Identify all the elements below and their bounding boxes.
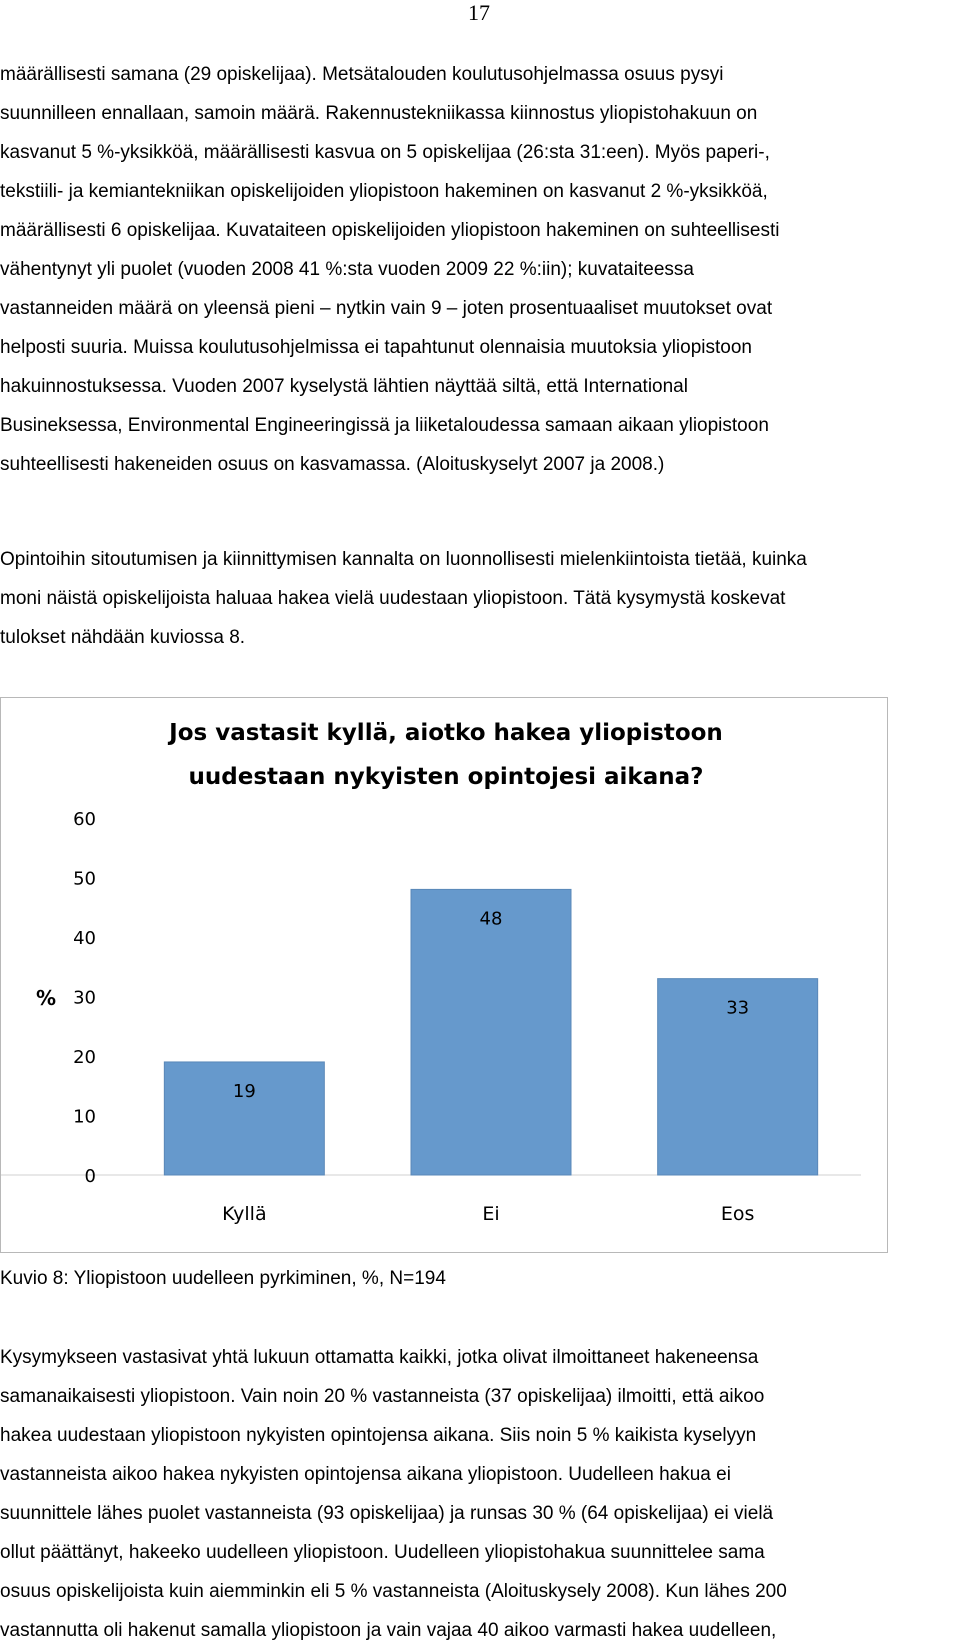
y-tick-label: 30 <box>73 987 96 1009</box>
text-line: suhteellisesti hakeneiden osuus on kasvamassa. (Aloituskyselyt 2007 ja 2008.) <box>0 454 665 475</box>
y-tick-label: 20 <box>73 1047 96 1068</box>
y-axis-label: % <box>35 986 57 1010</box>
page-number: 17 <box>468 0 490 25</box>
text-line: Kysymykseen vastasivat yhtä lukuun ottamatta kaikki, jotka olivat ilmoittaneet hakeneensa <box>0 1347 759 1368</box>
category-label: Eos <box>720 1203 755 1225</box>
category-label: Ei <box>482 1203 500 1225</box>
data-label: 48 <box>479 908 503 930</box>
y-tick-label: 0 <box>84 1166 96 1187</box>
text-line: Opintoihin sitoutumisen ja kiinnittymisen kannalta on luonnollisesti mielenkiintoista tietää, kuinka <box>0 549 807 570</box>
figure-caption: Kuvio 8: Yliopistoon uudelleen pyrkiminen, %, N=194 <box>0 1268 446 1289</box>
text-line: Busineksessa, Environmental Engineeringissä ja liiketaloudessa samaan aikaan yliopistoon <box>0 415 769 436</box>
body-paragraph-1 <box>0 55 960 484</box>
chart-title-line-1: Jos vastasit kyllä, aiotko hakea yliopistoon <box>169 720 723 746</box>
y-tick-label: 50 <box>73 868 96 890</box>
text-line: suunnilleen ennallaan, samoin määrä. Rakennustekniikassa kiinnostus yliopistohakuun on <box>0 103 758 124</box>
text-line: määrällisesti samana (29 opiskelijaa). Metsätalouden koulutusohjelmassa osuus pysyi <box>0 64 724 85</box>
text-line: ollut päättänyt, hakeeko uudelleen yliopistoon. Uudelleen yliopistohakua suunnittelee sama <box>0 1542 765 1563</box>
bar-ei <box>411 889 571 1175</box>
text-line: vähentynyt yli puolet (vuoden 2008 41 %:sta vuoden 2009 22 %:iin); kuvataiteessa <box>0 259 694 280</box>
text-line: vastanneista aikoo hakea nykyisten opintojensa aikana yliopistoon. Uudelleen hakua ei <box>0 1464 731 1485</box>
text-line: hakuinnostuksessa. Vuoden 2007 kyselystä lähtien näyttää siltä, että International <box>0 376 688 397</box>
figure-8 <box>0 697 888 1253</box>
text-line: samanaikaisesti yliopistoon. Vain noin 20 % vastanneista (37 opiskelijaa) ilmoitti, että aikoo <box>0 1386 765 1407</box>
y-tick-label: 40 <box>73 928 96 949</box>
text-line: kasvanut 5 %-yksikköä, määrällisesti kasvua on 5 opiskelijaa (26:sta 31:een). Myös paperi-, <box>0 142 770 163</box>
text-line: määrällisesti 6 opiskelijaa. Kuvataiteen opiskelijoiden yliopistoon hakeminen on suhteellisesti <box>0 220 780 241</box>
text-line: suunnittele lähes puolet vastanneista (93 opiskelijaa) ja runsas 30 % (64 opiskelijaa) ei vielä <box>0 1503 774 1524</box>
text-line: vastanneiden määrä on yleensä pieni – nytkin vain 9 – joten prosentuaaliset muutokset ovat <box>0 298 773 319</box>
category-label: Kyllä <box>222 1203 267 1225</box>
bar-kyllä <box>164 1062 324 1175</box>
bar-chart <box>1 698 887 1252</box>
text-line: hakea uudestaan yliopistoon nykyisten opintojensa aikana. Siis noin 5 % kaikista kyselyyn <box>0 1425 757 1446</box>
text-line: osuus opiskelijoista kuin aiemminkin eli 5 % vastanneista (Aloituskysely 2008). Kun lähes 200 <box>0 1581 787 1602</box>
text-line: moni näistä opiskelijoista haluaa hakea vielä uudestaan yliopistoon. Tätä kysymystä koskevat <box>0 588 786 609</box>
text-line: vastannutta oli hakenut samalla yliopistoon ja vain vajaa 40 aikoo varmasti hakea uudelleen, <box>0 1620 777 1641</box>
y-tick-label: 10 <box>73 1106 96 1128</box>
text-line: tulokset nähdään kuviossa 8. <box>0 627 246 648</box>
data-label: 19 <box>232 1080 256 1102</box>
text-line: tekstiili- ja kemiantekniikan opiskelijoiden yliopistoon hakeminen on kasvanut 2 %-yksikköä, <box>0 181 768 202</box>
body-paragraph-3 <box>0 1338 960 1650</box>
chart-title-line-2: uudestaan nykyisten opintojesi aikana? <box>188 764 704 790</box>
data-label: 33 <box>726 997 750 1019</box>
body-paragraph-2 <box>0 540 960 657</box>
y-tick-label: 60 <box>73 809 96 830</box>
text-line: helposti suuria. Muissa koulutusohjelmissa ei tapahtunut olennaisia muutoksia yliopistoon <box>0 337 752 358</box>
